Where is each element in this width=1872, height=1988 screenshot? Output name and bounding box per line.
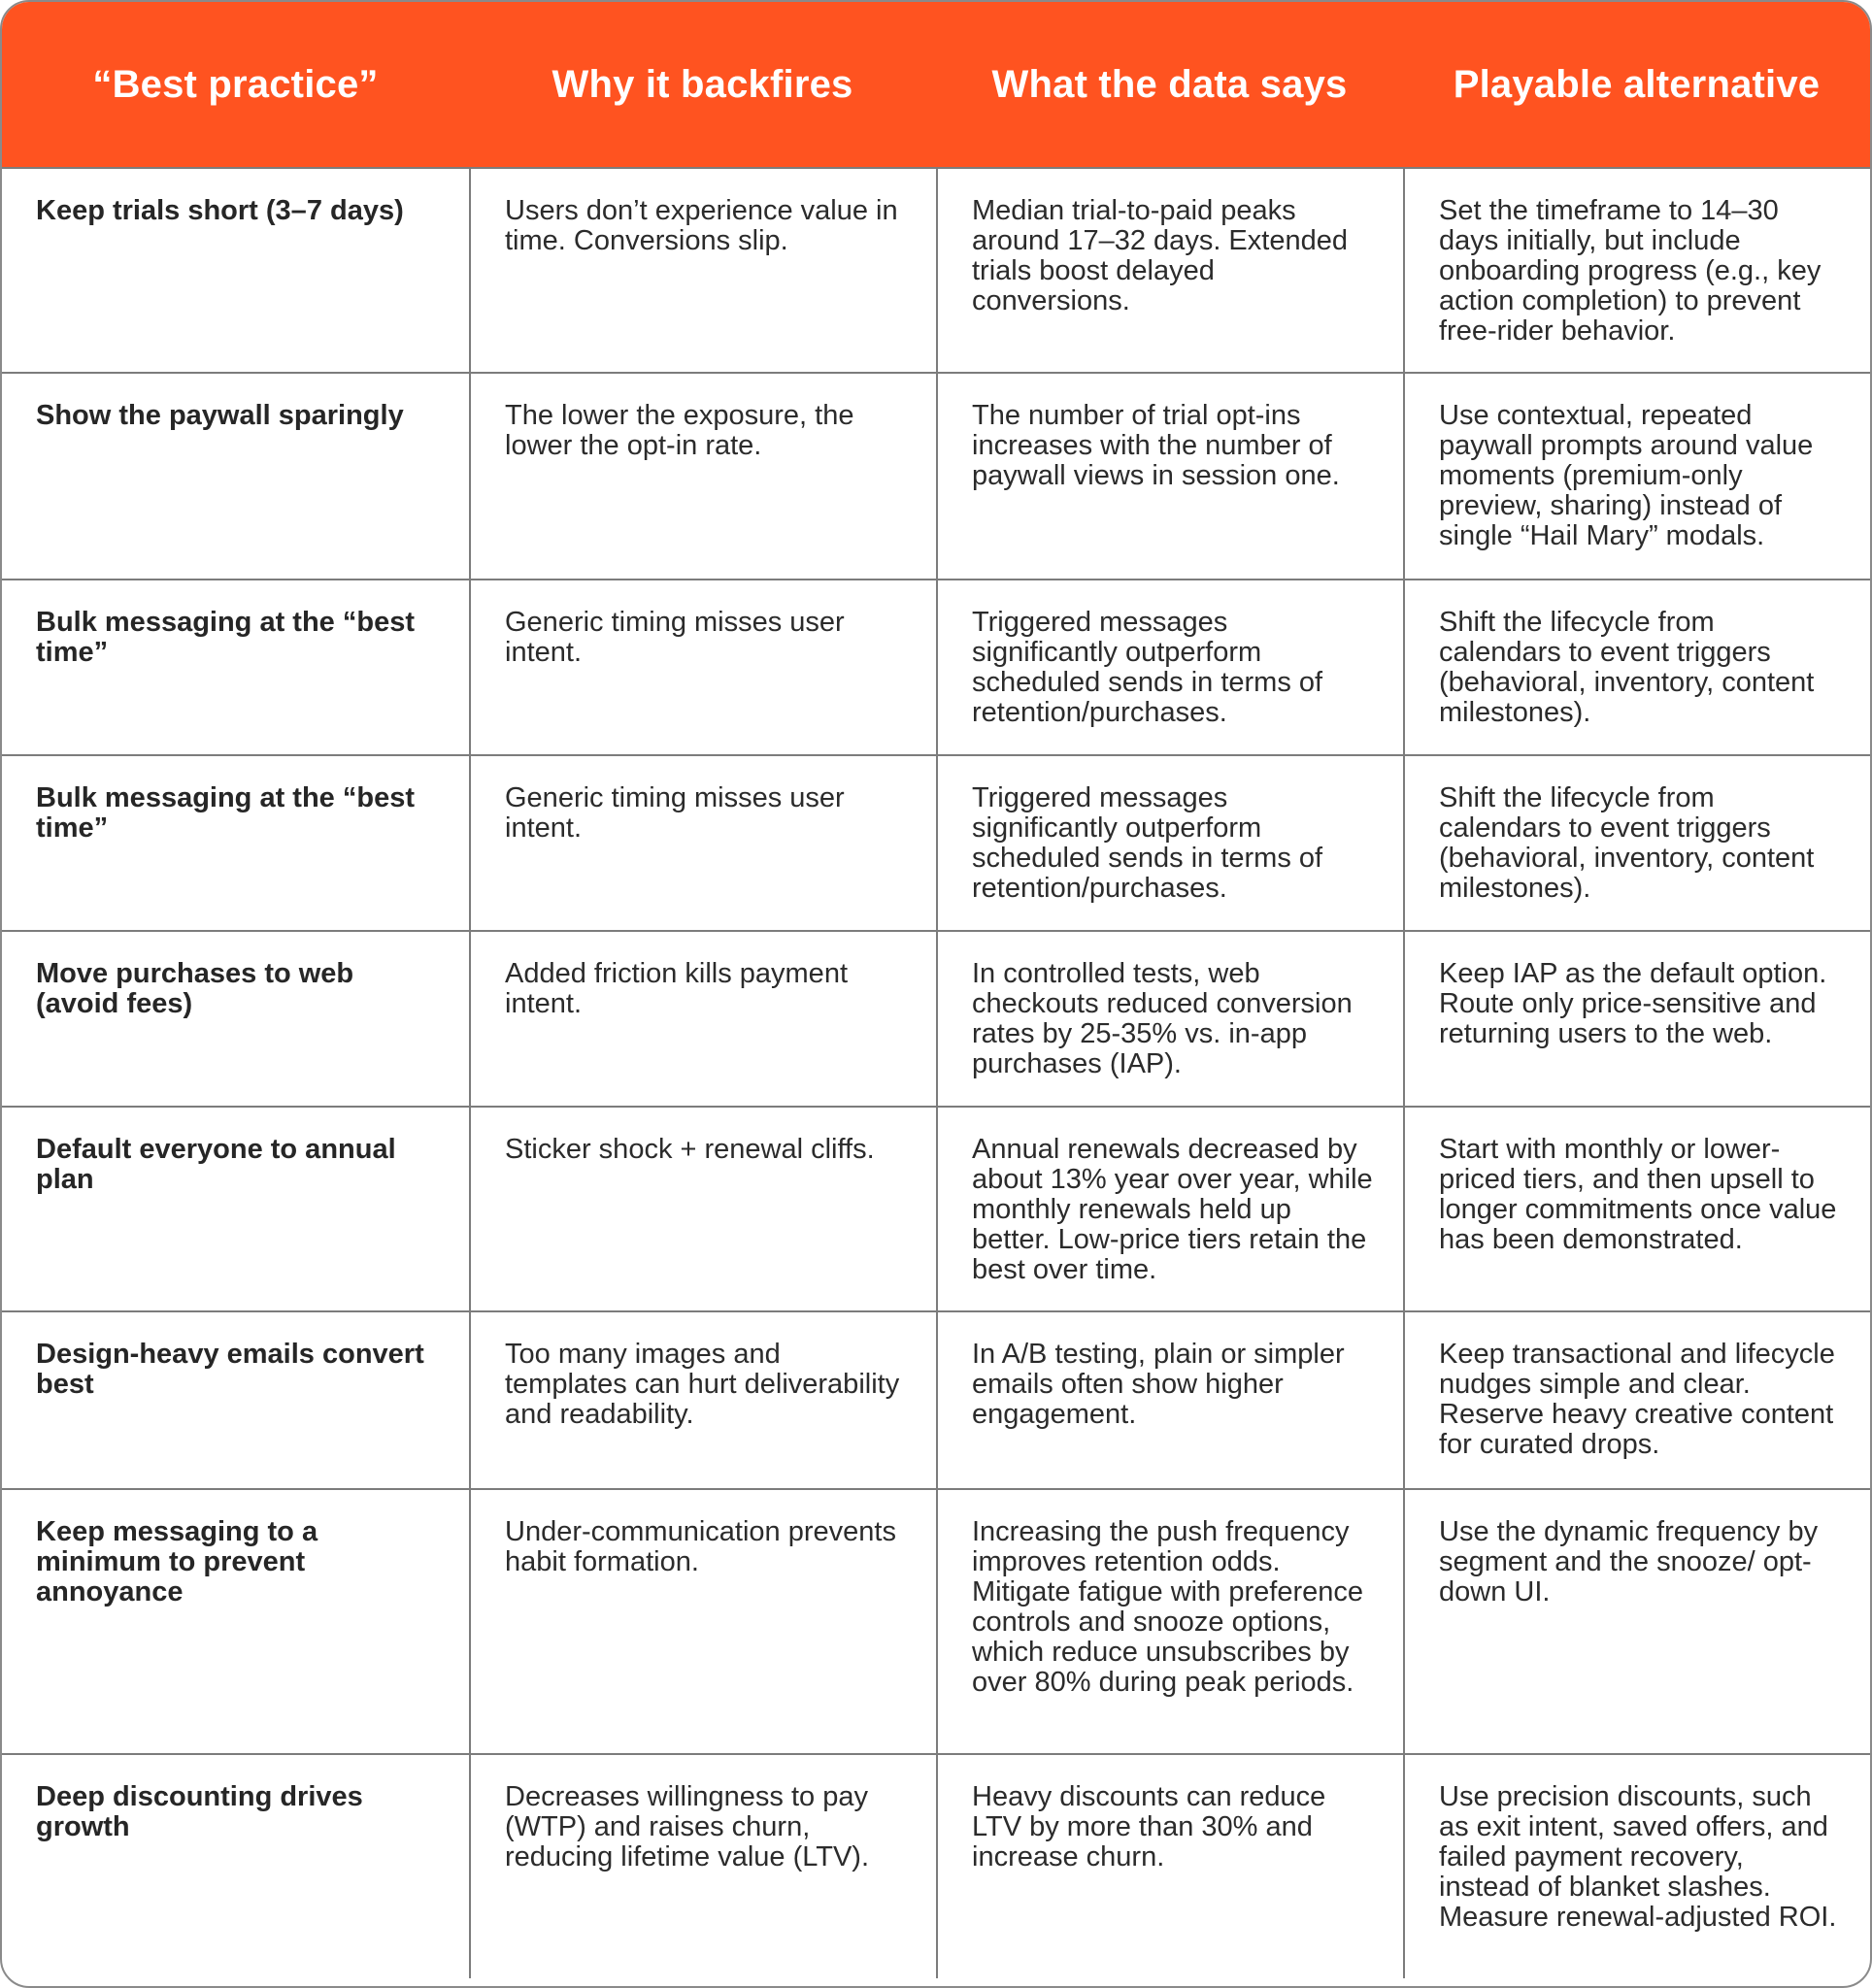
practice-cell: Bulk messaging at the “best time”: [36, 607, 415, 668]
practice-cell: Bulk messaging at the “best time”: [36, 782, 415, 844]
data-cell: Median trial-to-paid peaks around 17–32 days. Extended trials boost delayed conversions.: [936, 169, 1403, 372]
backfires-cell: Sticker shock + renewal cliffs.: [469, 1108, 936, 1310]
table-row: [2, 754, 1870, 930]
alternative-cell: Keep IAP as the default option. Route only price-sensitive and returning users to the web.: [1403, 932, 1870, 1106]
alternative-cell: Use contextual, repeated paywall prompts around value moments (premium-only preview, sharing) instead of single “Hail Mary” modals.: [1403, 374, 1870, 579]
backfires-cell: Decreases willingness to pay (WTP) and raises churn, reducing lifetime value (LTV).: [469, 1755, 936, 1978]
data-cell: Triggered messages significantly outperform scheduled sends in terms of retention/purchases.: [936, 756, 1403, 930]
table-row: [2, 1310, 1870, 1488]
data-cell: Triggered messages significantly outperform scheduled sends in terms of retention/purchases.: [936, 580, 1403, 754]
header-what-the-data-says: What the data says: [991, 62, 1348, 106]
table-header: [2, 2, 1870, 167]
practice-cell: Move purchases to web (avoid fees): [36, 958, 354, 1019]
header-playable-alternative: Playable alternative: [1453, 62, 1821, 106]
table-row: [2, 1488, 1870, 1753]
practice-cell: Show the paywall sparingly: [36, 400, 404, 431]
data-cell: Increasing the push frequency improves retention odds. Mitigate fatigue with preference controls and snooze options, which reduce unsubscribes by over 80% during peak periods.: [936, 1490, 1403, 1753]
data-cell: In A/B testing, plain or simpler emails often show higher engagement.: [936, 1312, 1403, 1488]
alternative-cell: Shift the lifecycle from calendars to event triggers (behavioral, inventory, content milestones).: [1403, 580, 1870, 754]
practice-cell: Default everyone to annual plan: [36, 1134, 396, 1195]
alternative-cell: Use precision discounts, such as exit intent, saved offers, and failed payment recovery, instead of blanket slashes. Measure renewal-adjusted ROI.: [1403, 1755, 1870, 1978]
alternative-cell: Shift the lifecycle from calendars to event triggers (behavioral, inventory, content milestones).: [1403, 756, 1870, 930]
alternative-cell: Set the timeframe to 14–30 days initially, but include onboarding progress (e.g., key action completion) to prevent free-rider behavior.: [1403, 169, 1870, 372]
backfires-cell: Under-communication prevents habit formation.: [469, 1490, 936, 1753]
backfires-cell: Too many images and templates can hurt deliverability and readability.: [469, 1312, 936, 1488]
table-row: [2, 1106, 1870, 1310]
practice-cell: Keep trials short (3–7 days): [36, 195, 404, 226]
data-cell: In controlled tests, web checkouts reduced conversion rates by 25-35% vs. in-app purchases (IAP).: [936, 932, 1403, 1106]
alternative-cell: Use the dynamic frequency by segment and the snooze/ opt-down UI.: [1403, 1490, 1870, 1753]
practice-cell: Keep messaging to a minimum to prevent annoyance: [36, 1516, 318, 1607]
data-cell: Heavy discounts can reduce LTV by more than 30% and increase churn.: [936, 1755, 1403, 1978]
data-cell: Annual renewals decreased by about 13% year over year, while monthly renewals held up better. Low-price tiers retain the best over time.: [936, 1108, 1403, 1310]
backfires-cell: Generic timing misses user intent.: [469, 580, 936, 754]
header-why-it-backfires: Why it backfires: [552, 62, 853, 106]
table-row: [2, 372, 1870, 579]
header-best-practice: “Best practice”: [92, 62, 379, 106]
alternative-cell: Start with monthly or lower-priced tiers, and then upsell to longer commitments once value has been demonstrated.: [1403, 1108, 1870, 1310]
backfires-cell: Generic timing misses user intent.: [469, 756, 936, 930]
table-row: [2, 930, 1870, 1106]
table-row: [2, 1753, 1870, 1978]
alternative-cell: Keep transactional and lifecycle nudges simple and clear. Reserve heavy creative content for curated drops.: [1403, 1312, 1870, 1488]
practice-cell: Deep discounting drives growth: [36, 1781, 363, 1842]
table-row: [2, 167, 1870, 372]
backfires-cell: The lower the exposure, the lower the opt-in rate.: [469, 374, 936, 579]
data-cell: The number of trial opt-ins increases with the number of paywall views in session one.: [936, 374, 1403, 579]
backfires-cell: Added friction kills payment intent.: [469, 932, 936, 1106]
table-row: [2, 579, 1870, 754]
practice-cell: Design-heavy emails convert best: [36, 1339, 424, 1400]
backfires-cell: Users don’t experience value in time. Conversions slip.: [469, 169, 936, 372]
